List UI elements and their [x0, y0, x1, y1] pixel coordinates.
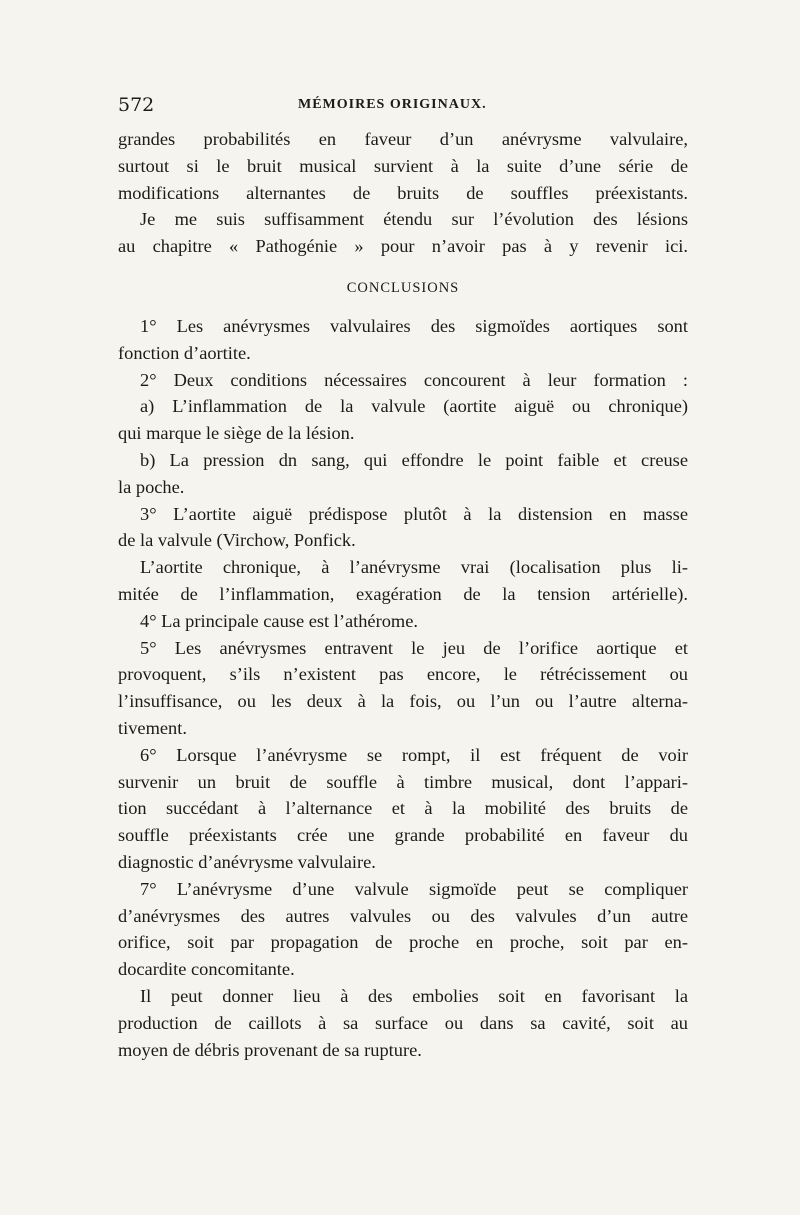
text-line: L’aortite chronique, à l’anévrysme vrai (localisation plus li- — [140, 557, 688, 578]
page-number: 572 — [118, 94, 155, 116]
text-line: tion succédant à l’alternance et à la mobilité des bruits de — [118, 798, 688, 819]
text-line: production de caillots à sa surface ou dans sa cavité, soit au — [118, 1012, 688, 1033]
text-line: survenir un bruit de souffle à timbre musical, dont l’appari- — [118, 771, 688, 792]
text-line: tivement. — [118, 717, 187, 738]
text-line: b) La pression dn sang, qui effondre le point faible et creuse — [140, 449, 688, 470]
running-title: MÉMOIRES ORIGINAUX. — [298, 97, 487, 112]
text-line: 7° L’anévrysme d’une valvule sigmoïde peut se compliquer — [140, 878, 688, 899]
text-line: Je me suis suffisamment étendu sur l’évolution des lésions — [140, 209, 688, 230]
text-line: souffle préexistants crée une grande probabilité en faveur du — [118, 825, 688, 846]
running-head — [118, 92, 688, 126]
text-line: a) L’inflammation de la valvule (aortite aiguë ou chronique) — [140, 396, 688, 417]
section-heading: CONCLUSIONS — [346, 279, 460, 296]
conclusions-body — [118, 313, 688, 1063]
page — [118, 92, 688, 1063]
text-line: l’insuffisance, ou les deux à la fois, ou l’un ou l’autre alterna- — [118, 691, 688, 712]
text-line: 2° Deux conditions nécessaires concourent à leur formation : — [140, 369, 688, 390]
text-line: moyen de débris provenant de sa rupture. — [118, 1039, 422, 1060]
text-line: la poche. — [118, 476, 185, 497]
text-line: surtout si le bruit musical survient à la suite d’une série de — [118, 155, 688, 176]
text-line: 1° Les anévrysmes valvulaires des sigmoïdes aortiques sont — [140, 315, 688, 336]
text-line: au chapitre « Pathogénie » pour n’avoir pas à y revenir ici. — [118, 236, 688, 257]
text-line: 4° La principale cause est l’athérome. — [140, 610, 418, 631]
text-line: docardite concomitante. — [118, 959, 295, 980]
intro-paragraph — [118, 126, 688, 260]
text-line: provoquent, s’ils n’existent pas encore, le rétrécissement ou — [118, 664, 688, 685]
text-line: mitée de l’inflammation, exagération de la tension artérielle). — [118, 583, 688, 604]
text-line: d’anévrysmes des autres valvules ou des valvules d’un autre — [118, 905, 688, 926]
text-line: modifications alternantes de bruits de souffles préexistants. — [118, 182, 688, 203]
text-line: fonction d’aortite. — [118, 342, 251, 363]
text-line: 5° Les anévrysmes entravent le jeu de l’orifice aortique et — [140, 637, 688, 658]
text-line: qui marque le siège de la lésion. — [118, 423, 355, 444]
text-line: de la valvule (Virchow, Ponfick. — [118, 530, 356, 551]
text-line: grandes probabilités en faveur d’un anévrysme valvulaire, — [118, 129, 688, 149]
text-line: orifice, soit par propagation de proche en proche, soit par en- — [118, 932, 688, 953]
text-line: diagnostic d’anévrysme valvulaire. — [118, 851, 376, 872]
text-line: Il peut donner lieu à des embolies soit en favorisant la — [140, 985, 688, 1006]
text-line: 6° Lorsque l’anévrysme se rompt, il est fréquent de voir — [140, 744, 688, 765]
text-line: 3° L’aortite aiguë prédispose plutôt à la distension en masse — [140, 503, 688, 524]
